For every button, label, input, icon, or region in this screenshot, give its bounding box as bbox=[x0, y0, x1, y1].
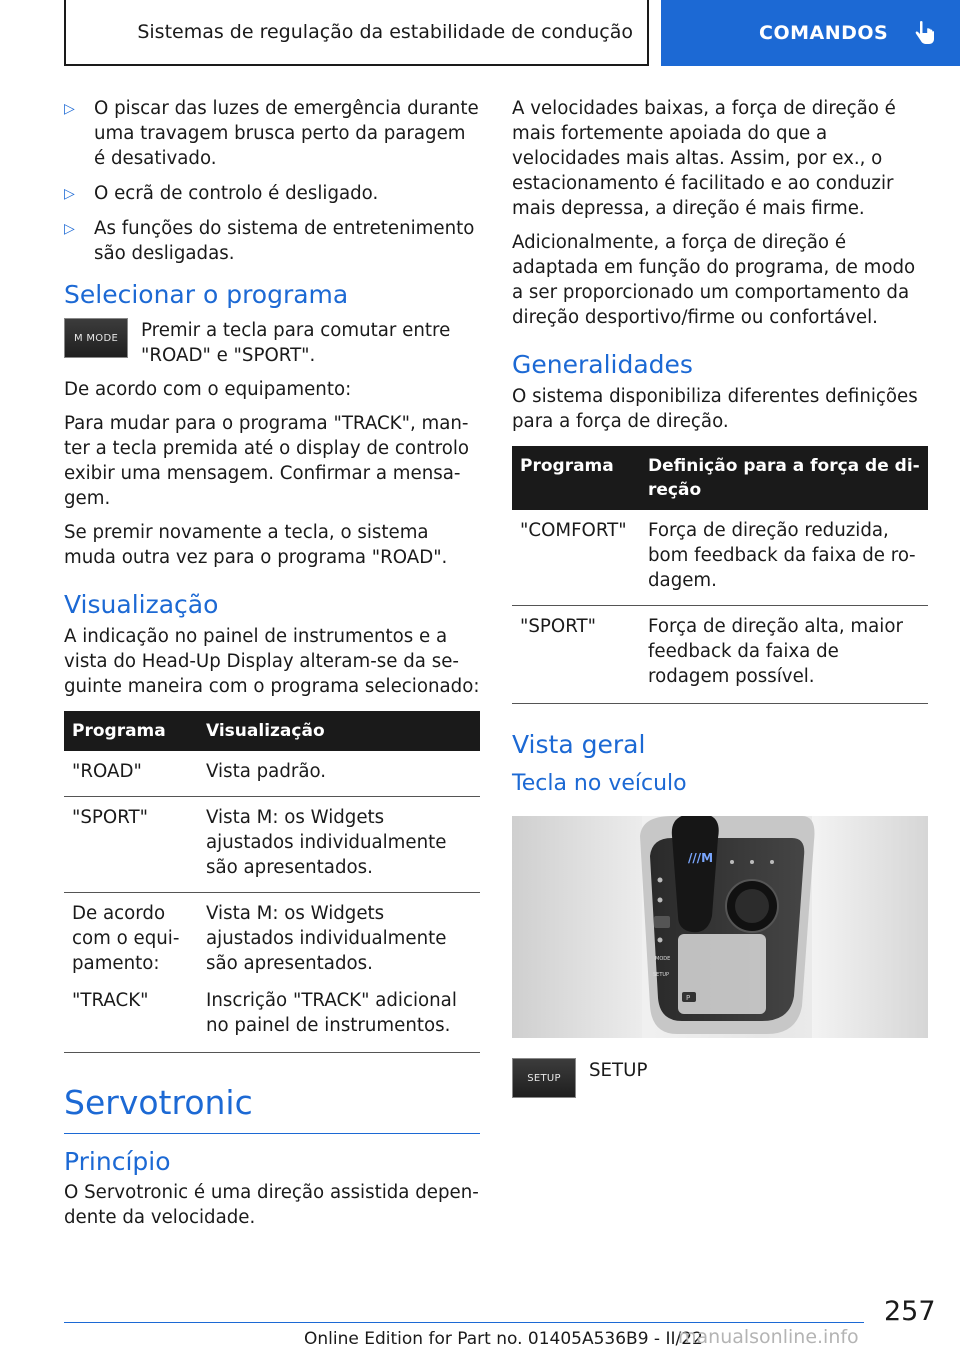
heading-visualization: Visualização bbox=[64, 590, 219, 619]
triangle-bullet-icon: ▷ bbox=[64, 101, 75, 117]
table-header: Programa bbox=[512, 446, 640, 510]
visualization-table bbox=[64, 711, 480, 1053]
list-item-text: O piscar das luzes de emergência durante uma travagem brusca perto da paragem é desativado. bbox=[94, 98, 479, 169]
footer-edition: Online Edition for Part no. 01405A536B9 - II/22 bbox=[304, 1329, 703, 1349]
setup-key-row bbox=[512, 1058, 928, 1098]
general-text: O sistema disponibiliza diferentes definições para a força de direção. bbox=[512, 386, 918, 432]
table-cell: Força de direção alta, maior feedback da faixa de rodagem possível. bbox=[640, 606, 928, 704]
mmode-key-image bbox=[64, 318, 128, 358]
header-section-title: Sistemas de regulação da estabilidade de condução bbox=[137, 21, 633, 43]
table-cell: "SPORT" bbox=[512, 606, 640, 704]
principle-text: O Servotronic é uma direção assistida dependente da velocidade. bbox=[64, 1182, 479, 1228]
mmode-key-label: M MODE bbox=[73, 332, 119, 344]
table-cell: Força de direção reduzida, bom feedback da faixa de rodagem. bbox=[648, 520, 916, 591]
list-item bbox=[64, 181, 480, 206]
photo-mode-label: MODE bbox=[655, 956, 671, 962]
table-header-row bbox=[64, 711, 480, 751]
header-category: COMANDOS bbox=[759, 22, 889, 44]
track-text: Para mudar para o programa "TRACK", manter a tecla premida até o display de controlo exibir uma mensagem. Confirmar a mensagem. bbox=[64, 413, 470, 509]
header-section-box bbox=[64, 0, 649, 66]
photo-park-label: P bbox=[686, 994, 691, 1002]
table-cell: Vista M: os Widgets ajustados individualmente são apresentados. bbox=[198, 893, 480, 989]
table-cell: "SPORT" bbox=[64, 797, 198, 893]
list-item bbox=[64, 216, 480, 266]
table-row bbox=[64, 751, 480, 797]
svg-text:///M: ///M bbox=[688, 851, 714, 865]
page-header bbox=[0, 0, 960, 66]
list-item-text: O ecrã de controlo é desligado. bbox=[94, 183, 379, 204]
speed-text: A velocidades baixas, a força de direção é mais fortemente apoiada do que a velocidades mais altas. Assim, por ex., o estacionamento é facilitado e ao conduzir mais depressa, a direção é mais firme. bbox=[512, 98, 896, 219]
table-row bbox=[64, 797, 480, 893]
table-cell: Inscrição "TRACK" adicional no painel de instrumentos. bbox=[198, 988, 480, 1053]
road-text: Se premir novamente a tecla, o sistema muda outra vez para o programa "ROAD". bbox=[64, 522, 448, 568]
heading-principle: Princípio bbox=[64, 1147, 171, 1176]
table-cell: Vista M: os Widgets ajustados individualmente são apresentados. bbox=[198, 797, 480, 893]
watermark: manualsonline.info bbox=[678, 1326, 859, 1348]
bullet-list bbox=[64, 96, 480, 266]
mmode-key-row bbox=[64, 318, 480, 368]
steering-force-table bbox=[512, 446, 928, 704]
heading-select-program: Selecionar o programa bbox=[64, 280, 349, 309]
visualization-text: A indicação no painel de instrumentos e a vista do Head-Up Display alteram-se da seguinte maneira com o programa selecionado: bbox=[64, 626, 480, 697]
table-header: Definição para a força de direção bbox=[640, 446, 928, 510]
setup-key-label: SETUP bbox=[527, 1072, 561, 1084]
table-row bbox=[512, 606, 928, 704]
table-row bbox=[64, 893, 480, 989]
heading-key-in-vehicle: Tecla no veículo bbox=[512, 771, 687, 796]
page-number: 257 bbox=[884, 1296, 936, 1327]
table-row bbox=[512, 510, 928, 606]
setup-text: SETUP bbox=[589, 1060, 648, 1081]
photo-setup-label: SETUP bbox=[653, 972, 670, 978]
program-adapt-text: Adicionalmente, a força de direção é adaptada em função do programa, de modo a ser proporcionado um comportamento da direção desportivo/firme ou confortável. bbox=[512, 232, 916, 328]
table-header: Visualização bbox=[198, 711, 480, 751]
left-column bbox=[64, 96, 480, 1239]
triangle-bullet-icon: ▷ bbox=[64, 186, 75, 202]
heading-servotronic: Servotronic bbox=[64, 1083, 480, 1134]
equipment-text: De acordo com o equipamento: bbox=[64, 379, 352, 400]
table-cell: "TRACK" bbox=[64, 988, 198, 1053]
triangle-bullet-icon: ▷ bbox=[64, 221, 75, 237]
list-item-text: As funções do sistema de entretenimento são desligadas. bbox=[94, 218, 475, 264]
right-column bbox=[512, 96, 928, 1107]
heading-general: Generalidades bbox=[512, 350, 693, 379]
center-console-photo bbox=[512, 816, 928, 1038]
table-cell: Vista padrão. bbox=[206, 761, 327, 782]
list-item bbox=[64, 96, 480, 171]
center-console-illustration bbox=[512, 816, 928, 1038]
table-cell: De acordo com o equipamento: bbox=[64, 893, 198, 989]
hand-pointer-icon bbox=[914, 20, 936, 46]
heading-overview: Vista geral bbox=[512, 730, 646, 759]
table-header: Programa bbox=[64, 711, 198, 751]
table-header-row bbox=[512, 446, 928, 510]
table-cell: "ROAD" bbox=[72, 761, 142, 782]
header-category-tab bbox=[661, 0, 960, 66]
setup-key-image bbox=[512, 1058, 576, 1098]
table-cell: "COMFORT" bbox=[520, 520, 627, 541]
table-row bbox=[64, 988, 480, 1053]
mmode-text: Premir a tecla para comutar entre "ROAD" e "SPORT". bbox=[141, 320, 451, 366]
